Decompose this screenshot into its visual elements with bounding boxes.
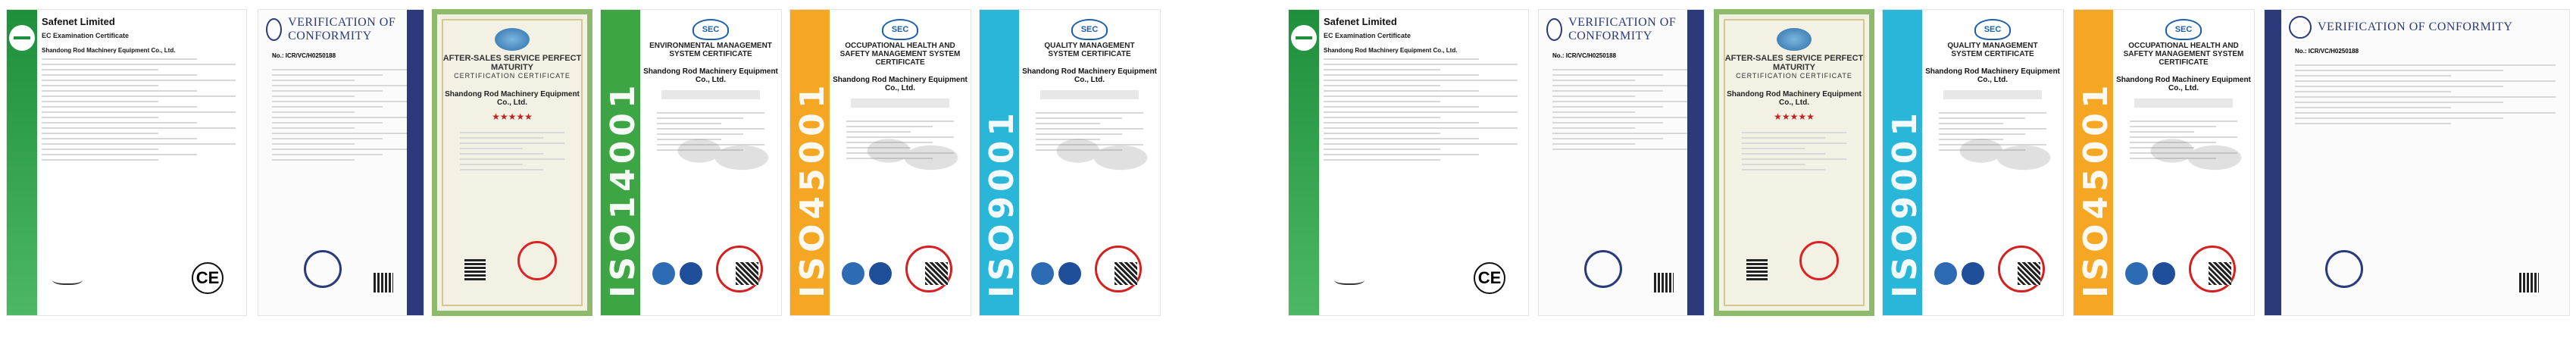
sec-title: OCCUPATIONAL HEALTH AND SAFETY MANAGEMENT SYSTEM CERTIFICATE <box>839 42 961 67</box>
safenet-company: Shandong Rod Machinery Equipment Co., Ltd. <box>1324 47 1458 54</box>
sec-side-band <box>2074 10 2113 316</box>
world-map-watermark <box>667 124 774 192</box>
sec-logo-icon: SEC <box>882 19 918 40</box>
sec-company: Shandong Rod Machinery Equipment Co., Ltd. <box>2116 76 2251 92</box>
safenet-brand-band <box>7 10 37 316</box>
safenet-certificate <box>6 9 247 316</box>
safenet-logo-icon <box>1291 25 1317 51</box>
iaf-logo-icon <box>1934 262 1957 285</box>
voc-title: VERIFICATION OF CONFORMITY <box>288 16 396 42</box>
sec-side-band <box>601 10 640 316</box>
after-sales-stars: ★★★★★ <box>1774 111 1815 122</box>
sec-side-band <box>980 10 1019 316</box>
sec-certificate-2 <box>789 9 971 316</box>
voc-qr-code-icon <box>2519 273 2539 293</box>
sec-company: Shandong Rod Machinery Equipment Co., Ltd. <box>1022 67 1157 84</box>
voc-qr-code-icon <box>1654 273 1674 293</box>
sec-logo-icon: SEC <box>1974 19 2011 40</box>
after-sales-red-seal-icon <box>517 241 557 280</box>
iaf-logo-icon <box>1031 262 1054 285</box>
after-sales-company: Shandong Rod Machinery Equipment Co., Ltd. <box>1727 90 1862 107</box>
voc-logo-icon <box>266 18 282 41</box>
safenet-certificate-2 <box>1288 9 1529 316</box>
voc-logo-icon <box>1546 18 1562 41</box>
sec-certificate-3 <box>979 9 1161 316</box>
qr-code-icon <box>2209 262 2231 285</box>
sec-title: QUALITY MANAGEMENT SYSTEM CERTIFICATE <box>1947 42 2038 58</box>
sec-code-bar <box>1040 90 1139 99</box>
voc-qr-code-icon <box>374 273 393 293</box>
sec-logo-icon: SEC <box>692 19 729 40</box>
world-map-watermark <box>2140 124 2246 192</box>
sec-side-label: ISO14001 <box>604 80 642 298</box>
safenet-heading: EC Examination Certificate <box>1324 32 1411 39</box>
after-sales-qr-code-icon <box>1746 259 1768 280</box>
sec-title: ENVIRONMENTAL MANAGEMENT SYSTEM CERTIFICATE <box>649 42 772 58</box>
after-sales-frame <box>1724 19 1865 306</box>
after-sales-qr-code-icon <box>464 259 486 280</box>
safenet-heading: EC Examination Certificate <box>42 32 130 39</box>
cnas-logo-icon <box>2152 262 2175 285</box>
iaf-logo-icon <box>842 262 864 285</box>
safenet-title: Safenet Limited <box>42 16 115 27</box>
after-sales-frame <box>442 19 583 306</box>
voc-seal-icon <box>304 250 342 288</box>
after-sales-subtitle: CERTIFICATION CERTIFICATE <box>1736 72 1852 80</box>
safenet-company: Shandong Rod Machinery Equipment Co., Ltd. <box>42 47 176 54</box>
voc-body <box>1539 62 1704 157</box>
qr-code-icon <box>1114 262 1137 285</box>
sec-code-bar <box>661 90 760 99</box>
sec-side-label: ISO9001 <box>1886 108 1924 298</box>
cnas-logo-icon <box>1962 262 1984 285</box>
sec-certificate-1 <box>600 9 782 316</box>
safenet-body <box>42 58 246 161</box>
after-sales-red-seal-icon <box>1799 241 1839 280</box>
sec-code-bar <box>851 99 949 108</box>
safenet-logo-icon <box>9 25 35 51</box>
signature <box>1334 273 1365 285</box>
safenet-brand-band <box>1289 10 1319 316</box>
iaf-logo-icon <box>2125 262 2148 285</box>
sec-title: OCCUPATIONAL HEALTH AND SAFETY MANAGEMENT SYSTEM CERTIFICATE <box>2123 42 2244 67</box>
cnas-logo-icon <box>1058 262 1081 285</box>
sec-code-bar <box>1943 90 2042 99</box>
world-map-watermark <box>857 124 963 192</box>
sec-company: Shandong Rod Machinery Equipment Co., Ltd. <box>1925 67 2060 84</box>
voc-title: VERIFICATION OF CONFORMITY <box>2318 20 2513 33</box>
after-sales-certificate-2 <box>1714 9 1874 316</box>
voc-header <box>1539 10 1704 49</box>
cnas-logo-icon <box>869 262 892 285</box>
voc-side-band <box>1687 10 1704 316</box>
after-sales-title: AFTER-SALES SERVICE PERFECT MATURITY <box>1724 54 1864 72</box>
voc-number: No.: ICR/VC/H0250188 <box>2295 48 2359 55</box>
sec-side-band <box>790 10 830 316</box>
verification-of-conformity-certificate-2 <box>1538 9 1705 316</box>
voc-logo-icon <box>2289 16 2312 39</box>
world-map-watermark <box>1046 124 1152 192</box>
voc-side-band <box>2265 10 2281 316</box>
sec-company: Shandong Rod Machinery Equipment Co., Ltd. <box>643 67 778 84</box>
voc-title: VERIFICATION OF CONFORMITY <box>1568 16 1677 42</box>
sec-certificate-5 <box>2073 9 2255 316</box>
sec-certificate-4 <box>1882 9 2064 316</box>
safenet-body <box>1324 58 1528 161</box>
iaf-logo-icon <box>652 262 675 285</box>
sec-logo-icon: SEC <box>2165 19 2202 40</box>
verification-of-conformity-certificate <box>258 9 424 316</box>
voc-header <box>2265 10 2569 45</box>
voc-side-band <box>407 10 424 316</box>
sec-side-band <box>1883 10 1922 316</box>
voc-body <box>2265 58 2569 131</box>
qr-code-icon <box>736 262 758 285</box>
voc-seal-icon <box>1584 250 1622 288</box>
voc-body <box>258 62 424 167</box>
voc-number: No.: ICR/VC/H0250188 <box>1552 52 1617 59</box>
qr-code-icon <box>2018 262 2040 285</box>
after-sales-company: Shandong Rod Machinery Equipment Co., Ltd. <box>445 90 580 107</box>
sec-side-label: ISO45001 <box>793 80 832 298</box>
world-map-watermark <box>1949 124 2055 192</box>
verification-of-conformity-certificate-3 <box>2264 9 2570 316</box>
signature <box>52 273 83 285</box>
after-sales-certificate <box>432 9 592 316</box>
sec-title: QUALITY MANAGEMENT SYSTEM CERTIFICATE <box>1044 42 1135 58</box>
after-sales-subtitle: CERTIFICATION CERTIFICATE <box>454 72 571 80</box>
safenet-title: Safenet Limited <box>1324 16 1397 27</box>
sec-company: Shandong Rod Machinery Equipment Co., Ltd. <box>833 76 968 92</box>
sec-logo-icon: SEC <box>1071 19 1108 40</box>
ce-mark-icon: CE <box>192 262 224 294</box>
ce-mark-icon: CE <box>1474 262 1505 294</box>
voc-number: No.: ICR/VC/H0250188 <box>272 52 336 59</box>
after-sales-title: AFTER-SALES SERVICE PERFECT MATURITY <box>442 54 582 72</box>
sec-side-label: ISO9001 <box>983 108 1021 298</box>
sec-code-bar <box>2134 99 2233 108</box>
sec-side-label: ISO45001 <box>2077 80 2115 298</box>
voc-seal-icon <box>2325 250 2363 288</box>
cnas-logo-icon <box>680 262 702 285</box>
qr-code-icon <box>925 262 948 285</box>
voc-header <box>258 10 424 49</box>
after-sales-stars: ★★★★★ <box>492 111 533 122</box>
